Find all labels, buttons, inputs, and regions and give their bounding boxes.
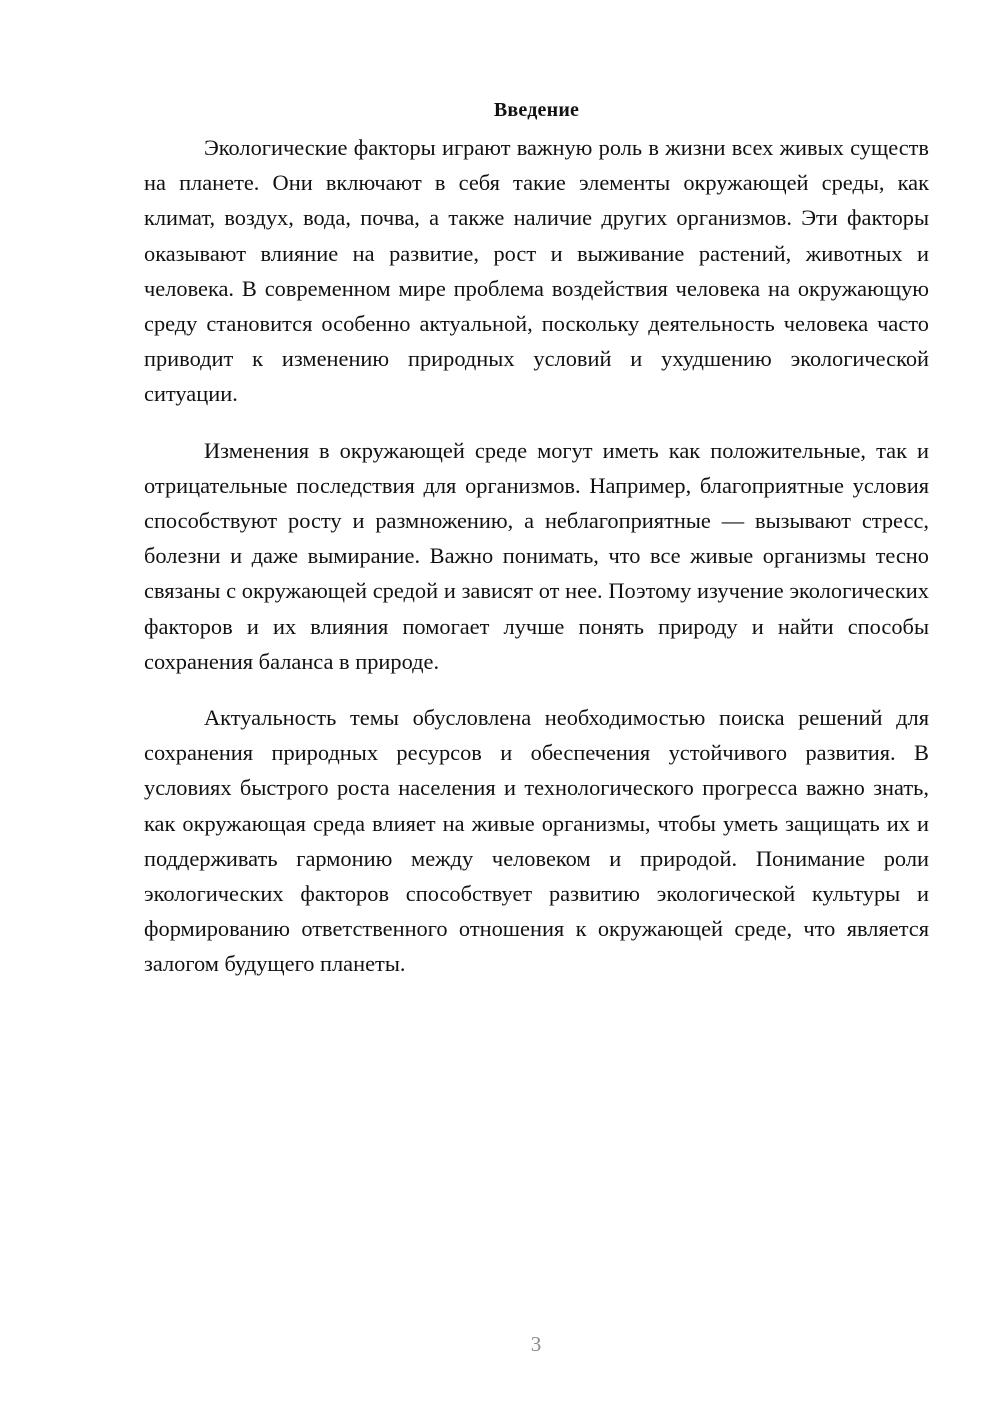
paragraph-1: Экологические факторы играют важную роль в жизни всех живых существ на планете. Они включают в себя такие элементы окружающей среды, как климат, воздух, вода, почва, а также наличие других организмов. Эти факторы оказывают влияние на развитие, рост и выживание растений, животных и человека. В современном мире проблема воздействия человека на окружающую среду становится особенно актуальной, поскольку деятельность человека часто приводит к изменению природных условий и ухудшению экологической ситуации. <box>144 135 929 407</box>
paragraph-3: Актуальность темы обусловлена необходимостью поиска решений для сохранения природных ресурсов и обеспечения устойчивого развития. В условиях быстрого роста населения и технологического прогресса важно знать, как окружающая среда влияет на живые организмы, чтобы уметь защищать их и поддерживать гармонию между человеком и природой. Понимание роли экологических факторов способствует развитию экологической культуры и формированию ответственного отношения к окружающей среде, что является залогом будущего планеты. <box>144 705 929 977</box>
paragraph-2: Изменения в окружающей среде могут иметь как положительные, так и отрицательные последствия для организмов. Например, благоприятные условия способствуют росту и размножению, а неблагоприятные — вызывают стресс, болезни и даже вымирание. Важно понимать, что все живые организмы тесно связаны с окружающей средой и зависят от нее. Поэтому изучение экологических факторов и их влияния помогает лучше понять природу и найти способы сохранения баланса в природе. <box>144 437 929 674</box>
page-number: 3 <box>530 1332 542 1356</box>
page-title: Введение <box>493 99 580 121</box>
page-content <box>144 92 929 1003</box>
